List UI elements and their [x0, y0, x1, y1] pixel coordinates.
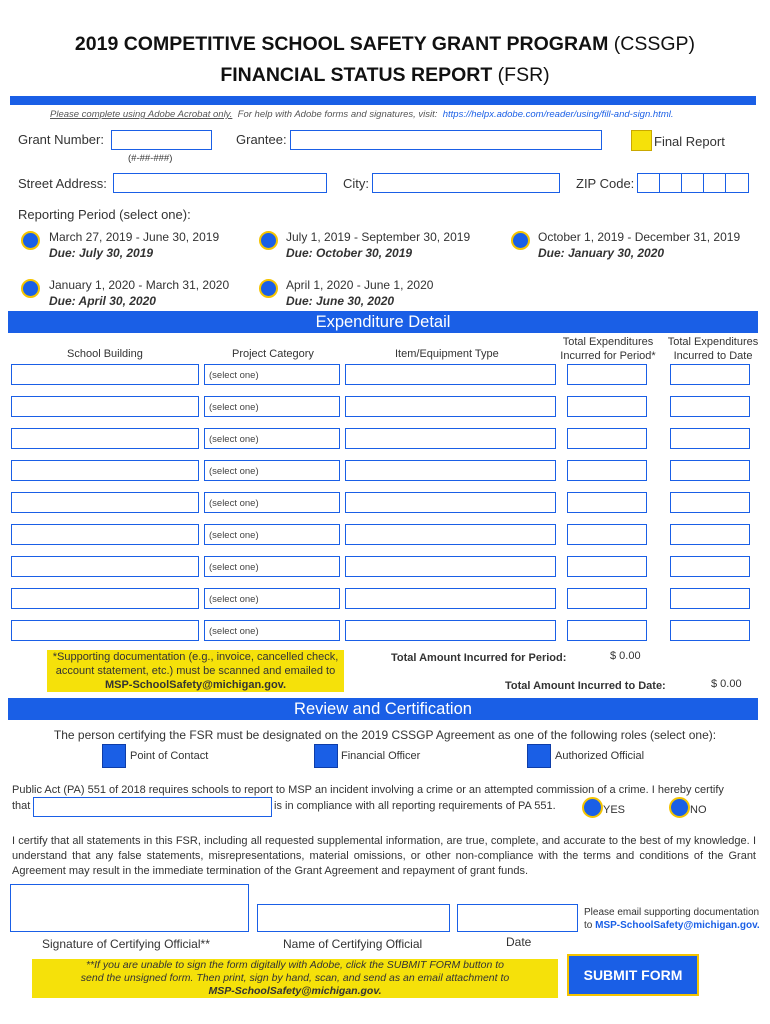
col-project-category: Project Category: [232, 348, 314, 360]
col-date-total: Total Expenditures Incurred to Date: [667, 336, 759, 362]
period-amount-input[interactable]: [567, 620, 647, 641]
project-category-select[interactable]: (select one): [204, 524, 340, 545]
project-category-select[interactable]: (select one): [204, 428, 340, 449]
date-amount-input[interactable]: [670, 428, 750, 449]
school-building-input[interactable]: [11, 396, 199, 417]
zip-digit-2[interactable]: [659, 173, 682, 193]
grant-number-input[interactable]: [111, 130, 212, 150]
period-radio-3[interactable]: [511, 231, 530, 250]
final-report-label: Final Report: [654, 134, 725, 149]
school-building-input[interactable]: [11, 364, 199, 385]
date-amount-input[interactable]: [670, 588, 750, 609]
project-category-select[interactable]: (select one): [204, 364, 340, 385]
role-label-financial-officer: Financial Officer: [341, 750, 421, 762]
role-checkbox-point-of-contact[interactable]: [102, 744, 126, 768]
zip-digit-3[interactable]: [681, 173, 704, 193]
school-name-input[interactable]: [33, 797, 272, 817]
period-amount-input[interactable]: [567, 556, 647, 577]
period-amount-input[interactable]: [567, 460, 647, 481]
school-building-input[interactable]: [11, 428, 199, 449]
period-option-5: April 1, 2020 - June 1, 2020 Due: June 30, 2020: [286, 278, 434, 308]
period-option-4: January 1, 2020 - March 31, 2020 Due: April 30, 2020: [49, 278, 230, 308]
designation-text: The person certifying the FSR must be designated on the 2019 CSSGP Agreement as one of the following roles (select one):: [53, 728, 717, 742]
project-category-select[interactable]: (select one): [204, 556, 340, 577]
signature-label: Signature of Certifying Official**: [42, 937, 210, 951]
school-building-input[interactable]: [11, 524, 199, 545]
instructions: Please complete using Adobe Acrobat only. For help with Adobe forms and signatures, visit: https://helpx.adobe.com/reader/using/fill-and-sign.html.: [50, 109, 674, 120]
signature-field[interactable]: [10, 884, 249, 932]
email-note: Please email supporting documentation to MSP-SchoolSafety@michigan.gov.: [584, 907, 760, 931]
review-section-header: Review and Certification: [8, 698, 758, 720]
col-item-type: Item/Equipment Type: [395, 348, 499, 360]
col-school-building: School Building: [67, 348, 143, 360]
item-type-input[interactable]: [345, 396, 556, 417]
grantee-input[interactable]: [290, 130, 602, 150]
date-amount-input[interactable]: [670, 396, 750, 417]
help-link[interactable]: https://helpx.adobe.com/reader/using/fill-and-sign.html.: [442, 109, 674, 120]
pa-yes-radio[interactable]: [582, 797, 603, 818]
period-radio-5[interactable]: [259, 279, 278, 298]
grant-number-format: (#-##-###): [128, 153, 173, 164]
date-amount-input[interactable]: [670, 620, 750, 641]
project-category-select[interactable]: (select one): [204, 620, 340, 641]
item-type-input[interactable]: [345, 588, 556, 609]
role-label-point-of-contact: Point of Contact: [130, 750, 209, 762]
zip-digit-5[interactable]: [725, 173, 749, 193]
city-input[interactable]: [372, 173, 560, 193]
role-checkbox-authorized-official[interactable]: [527, 744, 551, 768]
col-period-total: Total Expenditures Incurred for Period*: [560, 336, 656, 362]
item-type-input[interactable]: [345, 524, 556, 545]
period-radio-1[interactable]: [21, 231, 40, 250]
period-option-2: July 1, 2019 - September 30, 2019 Due: October 30, 2019: [286, 230, 471, 260]
role-checkbox-financial-officer[interactable]: [314, 744, 338, 768]
project-category-select[interactable]: (select one): [204, 460, 340, 481]
period-amount-input[interactable]: [567, 492, 647, 513]
city-label: City:: [343, 176, 369, 191]
grantee-label: Grantee:: [236, 132, 287, 147]
period-radio-2[interactable]: [259, 231, 278, 250]
support-note: *Supporting documentation (e.g., invoice, cancelled check, account statement, etc.) must be scanned and emailed to MSP-SchoolSafety@michigan.gov.: [47, 650, 344, 692]
header-divider: [10, 96, 756, 105]
final-report-checkbox[interactable]: [631, 130, 652, 151]
project-category-select[interactable]: (select one): [204, 492, 340, 513]
date-label: Date: [506, 935, 532, 949]
period-amount-input[interactable]: [567, 428, 647, 449]
certification-statement: I certify that all statements in this FSR, including all requested supplemental information, are true, complete, and accurate to the best of my knowledge. I understand that any false statements, misrepresentations, material omissions, or other non-compliance with the terms and conditions of the Grant Agreement may result in the immediate termination of the Grant Agreement and repayment of grant funds.: [12, 835, 756, 877]
zip-label: ZIP Code:: [576, 176, 635, 191]
period-amount-input[interactable]: [567, 524, 647, 545]
school-building-input[interactable]: [11, 492, 199, 513]
school-building-input[interactable]: [11, 460, 199, 481]
pa-no-label: NO: [690, 804, 707, 816]
school-building-input[interactable]: [11, 588, 199, 609]
period-radio-4[interactable]: [21, 279, 40, 298]
role-label-authorized-official: Authorized Official: [555, 750, 645, 762]
date-amount-input[interactable]: [670, 524, 750, 545]
item-type-input[interactable]: [345, 364, 556, 385]
period-amount-input[interactable]: [567, 364, 647, 385]
school-building-input[interactable]: [11, 620, 199, 641]
certifying-name-input[interactable]: [257, 904, 450, 932]
period-amount-input[interactable]: [567, 588, 647, 609]
zip-digit-4[interactable]: [703, 173, 726, 193]
project-category-select[interactable]: (select one): [204, 396, 340, 417]
footnote: **If you are unable to sign the form digitally with Adobe, click the SUBMIT FORM button to send the unsigned form. Then print, sign by hand, scan, and send as an email attachment to MSP-SchoolSafety@michigan.gov.: [32, 959, 558, 998]
street-address-input[interactable]: [113, 173, 327, 193]
pa-text-line1: Public Act (PA) 551 of 2018 requires schools to report to MSP an incident involving a crime or an attempted commission of a crime. I hereby certify: [12, 784, 724, 796]
item-type-input[interactable]: [345, 556, 556, 577]
total-date-label: Total Amount Incurred to Date:: [505, 680, 666, 692]
total-period-value: $ 0.00: [610, 650, 641, 662]
period-option-3: October 1, 2019 - December 31, 2019 Due: January 30, 2020: [538, 230, 741, 260]
total-period-label: Total Amount Incurred for Period:: [391, 652, 567, 664]
zip-digit-1[interactable]: [637, 173, 660, 193]
period-amount-input[interactable]: [567, 396, 647, 417]
email-link[interactable]: MSP-SchoolSafety@michigan.gov.: [595, 920, 760, 931]
form-title-line2: FINANCIAL STATUS REPORT (FSR): [220, 64, 550, 86]
item-type-input[interactable]: [345, 620, 556, 641]
grant-number-label: Grant Number:: [18, 132, 104, 147]
pa-no-radio[interactable]: [669, 797, 690, 818]
form-title-line1: 2019 COMPETITIVE SCHOOL SAFETY GRANT PROGRAM (CSSGP): [74, 33, 696, 55]
street-address-label: Street Address:: [18, 176, 107, 191]
submit-form-button[interactable]: SUBMIT FORM: [567, 954, 699, 996]
pa-yes-label: YES: [603, 804, 626, 816]
total-date-value: $ 0.00: [711, 678, 742, 690]
date-amount-input[interactable]: [670, 364, 750, 385]
date-amount-input[interactable]: [670, 460, 750, 481]
expenditure-section-header: Expenditure Detail: [8, 311, 758, 333]
date-amount-input[interactable]: [670, 492, 750, 513]
item-type-input[interactable]: [345, 460, 556, 481]
reporting-period-label: Reporting Period (select one):: [18, 207, 191, 222]
date-input[interactable]: [457, 904, 578, 932]
pa-that: that: [12, 800, 31, 812]
pa-text-line2: is in compliance with all reporting requirements of PA 551.: [274, 800, 556, 812]
school-building-input[interactable]: [11, 556, 199, 577]
date-amount-input[interactable]: [670, 556, 750, 577]
item-type-input[interactable]: [345, 428, 556, 449]
item-type-input[interactable]: [345, 492, 556, 513]
period-option-1: March 27, 2019 - June 30, 2019 Due: July 30, 2019: [49, 230, 220, 260]
project-category-select[interactable]: (select one): [204, 588, 340, 609]
name-label: Name of Certifying Official: [283, 937, 423, 951]
